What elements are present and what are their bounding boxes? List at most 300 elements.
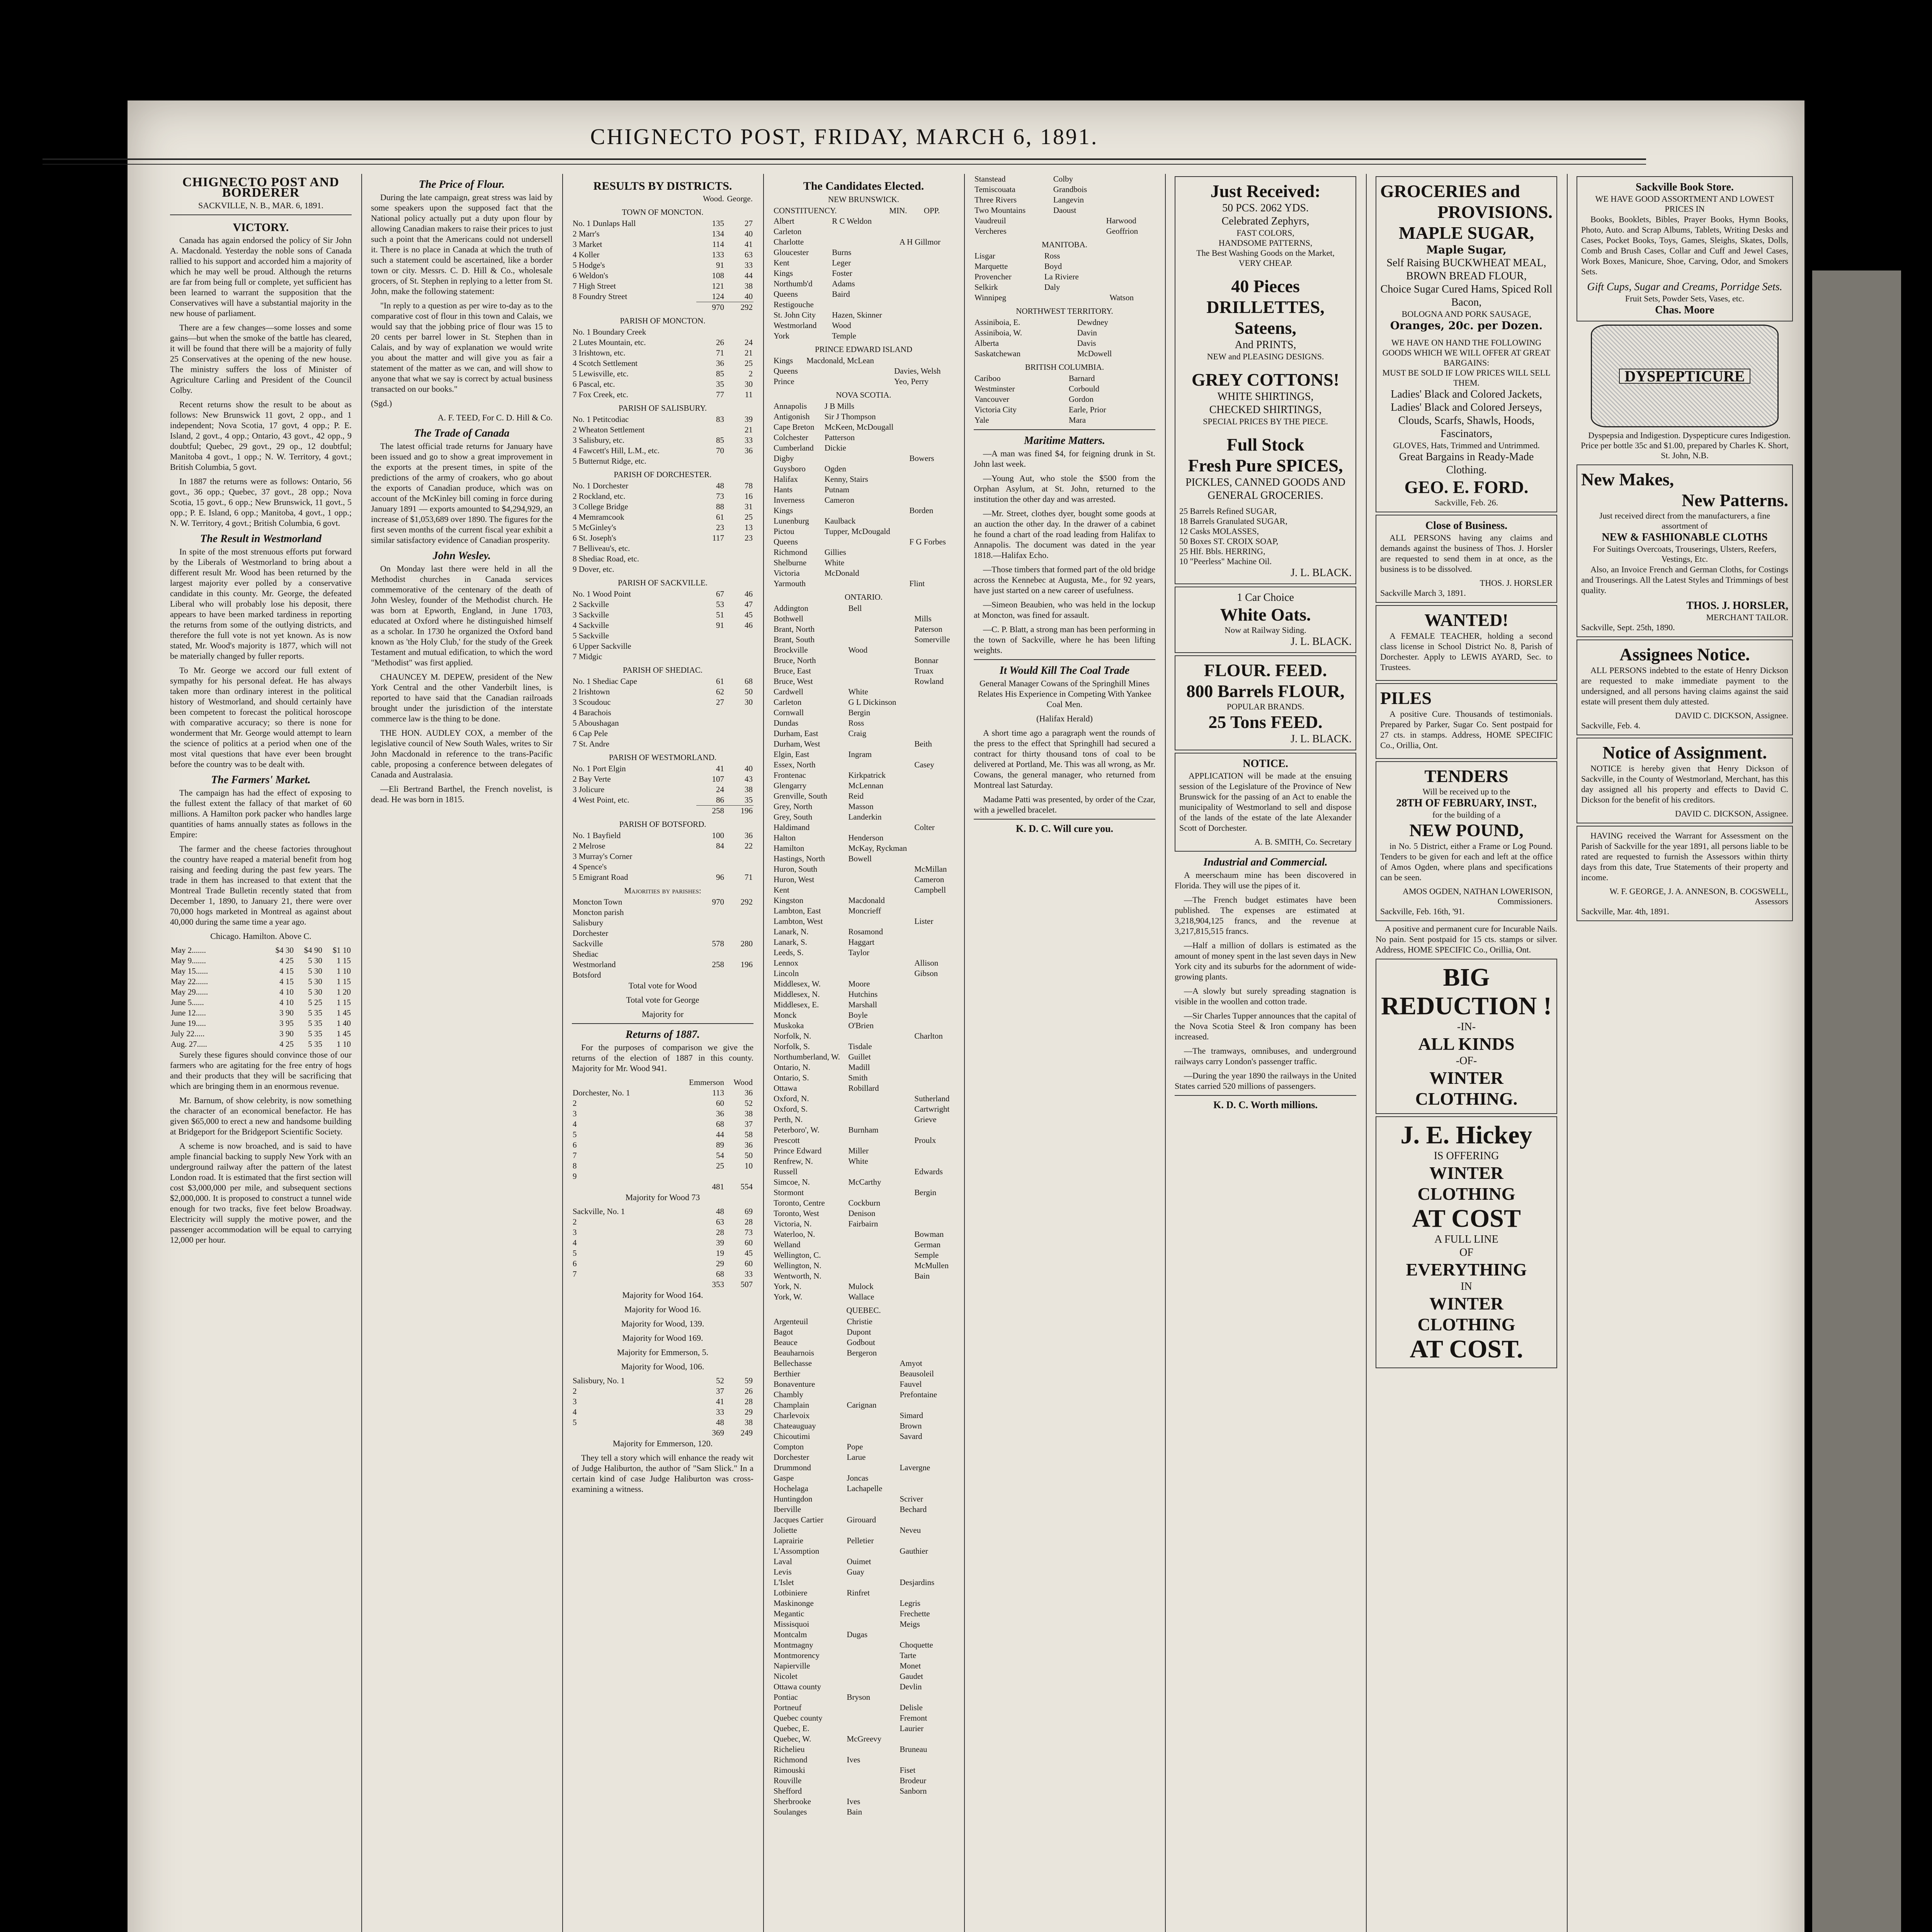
elected-row: Glengarry McLennan [774, 781, 884, 790]
parish-heading: PARISH OF SHEDIAC. [622, 665, 703, 675]
polling-row: No. 1 Dorchester 48 78 [573, 481, 753, 490]
elected-table [773, 401, 954, 589]
elected-row: Stanstead Colby [975, 174, 1073, 184]
article-paragraph: —A slowly but surely spreading stagnation is visible in the woollen and cotton trade. [1175, 986, 1356, 1006]
majority-line: Majority for Emmerson, 120. [612, 1439, 713, 1448]
heading-john-wesley: John Wesley. [432, 550, 491, 562]
elected-row: Vercheres Geoffrion [975, 226, 1138, 236]
polling-row: 7 High Street 121 38 [573, 281, 753, 291]
next-page-edge [1812, 270, 1901, 1932]
elected-row: Gloucester Burns [774, 248, 852, 257]
polling-row: No. 1 Wood Point 67 46 [573, 589, 753, 599]
elected-row: Simcoe, N. McCarthy [774, 1177, 881, 1187]
elected-row: Bruce, East Truax [774, 666, 934, 675]
polling-row: 5 Lewisville, etc. 85 2 [573, 369, 753, 378]
grocery-list-item: 12 Casks MOLASSES, [1179, 526, 1259, 536]
article-paragraph: For the purposes of comparison we give the returns of the election of 1887 in this county. Majority for Mr. Wood 941. [572, 1043, 753, 1073]
heading-coal-trade: It Would Kill The Coal Trade [999, 665, 1130, 677]
elected-row: Victoria McDonald [774, 568, 859, 578]
article-paragraph: —During the year 1890 the railways in the United States carried 520 millions of passengers. [1175, 1071, 1356, 1091]
polling-row: 3 Jolicure 24 38 [573, 785, 753, 794]
polling-row: 7 St. Andre [573, 739, 610, 748]
elected-row: Alberta Davis [975, 338, 1096, 348]
elected-row: Berthier Beausoleil [774, 1369, 934, 1378]
article-paragraph: —Those timbers that formed part of the old bridge across the Kennebec at Augusta, Me., for 92 years, have just started on a new career of usefulness. [974, 565, 1155, 595]
hog-price-row: May 9....... 4 25 5 30 1 15 [171, 956, 351, 965]
polling-row: 3 Irishtown, etc. 71 21 [573, 348, 753, 357]
article-paragraph: CHAUNCEY M. DEPEW, president of the New York Central and the other Vanderbilt lines, is reported to have said that the Canadian railroads brought under the jurisdiction of the interstate commerce law is the thing to be done. [371, 672, 553, 723]
heading-result-westmorland: The Result in Westmorland [200, 533, 322, 545]
column-rule [1366, 174, 1367, 1932]
elected-row: Grey, North Masson [774, 802, 874, 811]
elected-row: Compton Pope [774, 1442, 863, 1451]
returns-row: 3 41 28 [573, 1397, 753, 1406]
article-paragraph: There are a few changes—some losses and some gains—but when the smoke of the battle has cleared, it will be found that there will be a majority of fully 25 Conservatives at the opening of the new house. The ministry suffers the loss of Minister of Agriculture Carling and President of the Council Colby. [170, 323, 352, 395]
returns-row: 4 33 29 [573, 1407, 753, 1417]
elected-row: Marquette Boyd [975, 262, 1062, 271]
column-candidates-elected [773, 174, 954, 1932]
total-george-label: Total vote for George [626, 995, 699, 1005]
hog-table-header: Chicago. Hamilton. Above C. [210, 931, 311, 941]
elected-row: Jacques Cartier Girouard [774, 1515, 876, 1524]
polling-row: 4 West Point, etc. 86 35 [573, 795, 753, 805]
elected-row: Stormont Bergin [774, 1188, 937, 1197]
elected-row: York Temple [774, 331, 856, 340]
elected-row: Victoria, N. Fairbairn [774, 1219, 878, 1228]
majority-row: Westmorland 258 196 [573, 960, 753, 969]
elected-row: Lanark, S. Haggart [774, 937, 874, 947]
hog-price-row: May 22...... 4 15 5 30 1 15 [171, 977, 351, 986]
elected-row: Yale Mara [975, 415, 1086, 425]
elected-row: Lanark, N. Rosamond [774, 927, 883, 936]
elected-row: Ontario, N. Madill [774, 1063, 870, 1072]
elected-row: Brant, North Paterson [774, 624, 942, 634]
elected-row: Cariboo Barnard [975, 374, 1095, 383]
article-paragraph: Mr. Barnum, of show celebrity, is now something the character of an economical benefactor. He has given $65,000 to erect a new and handsome building at Bridgeport for the Bridgeport Scientific Society. [170, 1095, 352, 1136]
polling-row: 2 Marr's 134 40 [573, 229, 753, 238]
ad-hickey: J. E. Hickey IS OFFERING WINTER CLOTHING AT COST A FULL LINE OF EVERYTHING IN WINTER CLOTHING AT COST. [1376, 1116, 1557, 1368]
article-paragraph: —Mr. Street, clothes dyer, bought some goods at an auction the other day. In the drawer of a cabinet he found a chart of the road leading from Halifax to Annapolis. The document was dated in the year 1818.—Halifax Echo. [974, 509, 1155, 560]
elected-row: Durham, West Beith [774, 739, 932, 748]
elected-row: Essex, North Casey [774, 760, 934, 769]
elected-row: Beauharnois Bergeron [774, 1348, 877, 1357]
elected-row: Iberville Bechard [774, 1505, 927, 1514]
elected-row: Colchester Patterson [774, 433, 855, 442]
column-rule [562, 174, 563, 1932]
column-ads-black [1175, 174, 1356, 1932]
hog-price-table [170, 945, 352, 1049]
polling-row: 5 Sackville [573, 631, 609, 640]
ad-wanted: WANTED! A FEMALE TEACHER, holding a second class license in School District No. 8, Parish of Dorchester. Apply to LEWIS AYARD, Sec. to Trustees. [1376, 605, 1557, 681]
returns-row: 2 63 28 [573, 1217, 753, 1226]
elected-row: Chateauguay Brown [774, 1421, 922, 1430]
ad-assignees-notice: Assignees Notice. ALL PERSONS indebted to the estate of Henry Dickson are requested to make immediate payment to the undersigned, and all persons having claims against the said estate will present them duly attested. DAVID C. DICKSON, Assignee. Sackville, Feb. 4. [1577, 639, 1793, 735]
ad-just-received: Just Received: 50 PCS. 2062 YDS. Celebrated Zephyrs, FAST COLORS, HANDSOME PATTERNS, The Best Washing Goods on the Market, VERY CHEAP. 40 Pieces DRILLETTES, Sateens, And PRINTS, NEW and PLEASING DESIGNS. GREY COTTONS! WHITE SHIRTINGS, CHECKED SHIRTINGS, SPECIAL PRICES BY THE PIECE. Full Stock Fresh Pure SPICES, PICKLES, CANNED GOODS AND GENERAL GROCERIES. 25 Barrels Refined SUGAR, 18 Barrels Granulated SUGAR, 12 Casks MOLASSES, 50 Boxes ST. CROIX SOAP, 25 Hlf. Bbls. HERRING, 10 "Peerless" Machine Oil. J. L. BLACK. [1175, 176, 1356, 584]
elected-row: Middlesex, W. Moore [774, 979, 870, 988]
column-ads-bookstore [1577, 174, 1793, 1932]
elected-row: Carleton [774, 227, 802, 236]
article-paragraph: Madame Patti was presented, by order of the Czar, with a jewelled bracelet. [974, 794, 1155, 815]
polling-row: 2 Lutes Mountain, etc. 26 24 [573, 338, 753, 347]
elected-row: Nicolet Gaudet [774, 1672, 923, 1681]
elected-row: Levis Guay [774, 1567, 864, 1577]
elected-row: Bonaventure Fauvel [774, 1379, 922, 1389]
elected-row: Quebec county Fremont [774, 1713, 927, 1723]
polling-row: 3 Sackville 51 45 [573, 610, 753, 619]
column-editorial [170, 174, 352, 1932]
polling-row: 4 Memramcook 61 25 [573, 512, 753, 522]
elected-row: Elgin, East Ingram [774, 750, 872, 759]
elected-row: St. John City Hazen, Skinner [774, 310, 882, 320]
polling-row: 5 Hodge's 91 33 [573, 260, 753, 270]
polling-row: 4 Scotch Settlement 36 25 [573, 359, 753, 368]
elected-row: Pontiac Bryson [774, 1692, 871, 1702]
elected-row: Halton Henderson [774, 833, 884, 842]
elected-row: Kings Borden [774, 506, 934, 515]
dateline: SACKVILLE, N. B., MAR. 6, 1891. [198, 201, 323, 210]
article-paragraph: —The French budget estimates have been published. The expenses are estimated at 3,218,904,125 francs, and the revenue at 3,217,815,515 francs. [1175, 895, 1356, 936]
elected-row: Lennox Allison [774, 958, 939, 968]
heading-returns-1887: Returns of 1887. [625, 1029, 700, 1041]
province-heading: BRITISH COLUMBIA. [1025, 362, 1104, 372]
polling-row: 4 Barachois [573, 708, 611, 717]
article-paragraph: In 1887 the returns were as follows: Ontario, 56 govt., 36 opp.; Quebec, 37 govt., 28 opp.; Nova Scotia, 15 govt., 6 opp.; New Brunswick, 11 govt., 5 opp.; P. E. Island, 6 opp.; Manitoba, 4 govt., 1 opp.; N. W. Territory, 4 govt.; British Columbia, 6 govt. [170, 476, 352, 528]
elected-row: Huntingdon Scriver [774, 1494, 923, 1503]
column-rule [361, 174, 362, 1932]
hog-price-row: May 15...... 4 15 5 30 1 10 [171, 966, 351, 976]
elected-row: Winnipeg Watson [975, 293, 1134, 302]
article-paragraph: Canada has again endorsed the policy of Sir John A. Macdonald. Yesterday the noble sons of Canada rallied to his support and accorded him a majority of which he may well be proud. Although the returns are far from being full or complete, yet sufficient has been learned to warrant the supposition that the Conservatives will have a substantial majority in the new house of parliament. [170, 235, 352, 318]
elected-row: Addington Bell [774, 604, 862, 613]
elected-row: Annapolis J B Mills [774, 401, 854, 411]
elected-table [974, 251, 1155, 303]
salisbury-1887-table: Salisbury, No. 1 52 59 2 37 26 3 41 28 4 33 29 5 48 38 369 249 [573, 1376, 753, 1437]
elected-row: Hants Putnam [774, 485, 850, 494]
polling-row: 3 Market 114 41 [573, 240, 753, 249]
elected-row: Brockville Wood [774, 645, 867, 655]
elected-row: Richmond Ives [774, 1755, 861, 1764]
polling-row: 5 Butternut Ridge, etc. [573, 456, 646, 466]
returns-row: 2 37 26 [573, 1386, 753, 1396]
ad-tenders: TENDERS Will be received up to the 28TH OF FEBRUARY, INST., for the building of a NEW POUND, in No. 5 District, either a Frame or Log Pound. Tenders to be given for each and left at the office of Amos Ogden, where plans and specifications can be seen. AMOS OGDEN, NATHAN LOWERISON, Commissioners. Sackville, Feb. 16th, '91. [1376, 761, 1557, 921]
elected-table [974, 317, 1155, 359]
elected-row: Kings Foster [774, 269, 852, 278]
article-paragraph: —The tramways, omnibuses, and underground railways carry London's passenger traffic. [1175, 1046, 1356, 1066]
signed-sgd: (Sgd.) [371, 398, 392, 408]
elected-row: Victoria City Earle, Prior [975, 405, 1106, 414]
elected-row: Richmond Gillies [774, 548, 846, 557]
ad-notice: NOTICE. APPLICATION will be made at the ensuing session of the Legislature of the Province of New Brunswick for the passing of an Act to enable the municipality of Westmorland to sell and dispose of the lands of the estate of the late Alexander Scott of Dorchester. A. B. SMITH, Co. Secretary [1175, 753, 1356, 852]
returns-row: 7 54 50 [573, 1151, 753, 1160]
elected-row: Richelieu Bruneau [774, 1745, 927, 1754]
elected-row: Kingston Macdonald [774, 896, 885, 905]
elected-row: Wellington, N. McMullen [774, 1261, 949, 1270]
elected-row: Charlevoix Simard [774, 1411, 923, 1420]
returns-row: 2 60 52 [573, 1099, 753, 1108]
elected-row: Dundas Ross [774, 718, 864, 728]
returns-row: Sackville, No. 1 48 69 [573, 1207, 753, 1216]
elected-row: Westmorland Wood [774, 321, 851, 330]
elected-row: Portneuf Delisle [774, 1703, 923, 1712]
elected-row: Norfolk, N. Charlton [774, 1031, 943, 1041]
elected-row: Provencher La Riviere [975, 272, 1079, 281]
polling-row: 2 Wheaton Settlement 21 [573, 425, 753, 434]
hog-price-row: Aug. 27..... 4 25 5 35 1 10 [171, 1039, 351, 1049]
article-paragraph: A scheme is now broached, and is said to have ample financial backing to supply New York with an underground railway after the pattern of the latest London road. It is estimated that the first section will cost $3,000,000 per mile, and subsequent sections $2,000,000. It is proposed to construct a tunnel wide enough for two tracks, five feet below Broadway. Electricity will supply the motive power, and the passenger accommodation will be equal to carrying 12,000 per hour. [170, 1141, 352, 1245]
column-rule [763, 174, 764, 1932]
article-paragraph: The latest official trade returns for January have been issued and go to show a great improvement in the exports at the present times, in spite of the predictions of the army of croakers, who go about the exports of Canadian produce, which was on account of the McKinley bill coming in force during January 1891 — exports amounted to $4,294,929, an increase of $1,053,689 over 1890. The figures for the first seven months of the current fiscal year exhibit a similar satisfactory evidence of Canadian prosperity. [371, 441, 553, 545]
elected-row: Bellechasse Amyot [774, 1359, 922, 1368]
article-paragraph: The farmer and the cheese factories throughout the country have reaped a material benefit from hog raising and feeding during the past few years. The trade in them has increased to that extent that the Montreal Trade Bulletin recently stated that from December 1, 1890, to January 21, there were over 70,000 hogs marketed in Montreal as against about 40,000 during the same time a year ago. [170, 844, 352, 927]
returns-row: 9 [573, 1172, 577, 1181]
elected-row: L'Assomption Gauthier [774, 1546, 928, 1556]
elected-row: Perth, N. Grieve [774, 1115, 937, 1124]
elected-row: Megantic Frechette [774, 1609, 930, 1618]
elected-row: Cumberland Dickie [774, 443, 846, 452]
polling-row: No. 1 Port Elgin 41 40 [573, 764, 753, 773]
majority-row: Botsford [573, 970, 601, 980]
elected-row: Haldimand Colter [774, 823, 935, 832]
ad-groceries: GROCERIES and PROVISIONS. MAPLE SUGAR, Maple Sugar, Self Raising BUCKWHEAT MEAL, BROWN BREAD FLOUR, Choice Sugar Cured Hams, Spiced Roll Bacon, BOLOGNA AND PORK SAUSAGE, Oranges, 20c. per Dozen. WE HAVE ON HAND THE FOLLOWING GOODS WHICH WE WILL OFFER AT GREAT BARGAINS: MUST BE SOLD IF LOW PRICES WILL SELL THEM. Ladies' Black and Colored Jackets, Ladies' Black and Colored Jerseys, Clouds, Scarfs, Shawls, Hoods, Fascinators, GLOVES, Hats, Trimmed and Untrimmed. Great Bargains in Ready-Made Clothing. GEO. E. FORD. Sackville, Feb. 26. [1376, 176, 1557, 512]
polling-row: 3 Salisbury, etc. 85 33 [573, 435, 753, 445]
majority-line: Majority for Wood 16. [624, 1304, 701, 1314]
polling-row: 4 Koller 133 63 [573, 250, 753, 259]
elected-row: Toronto, Centre Cockburn [774, 1198, 881, 1208]
polling-row: 7 Midgic [573, 652, 602, 661]
district-results [572, 207, 753, 883]
elected-row: Laval Ouimet [774, 1557, 871, 1566]
elected-row: Rimouski Fiset [774, 1765, 916, 1775]
article-paragraph: In spite of the most strenuous efforts put forward by the Liberals of Westmorland to bring about a different result Mr. Wood has been returned by the largest majority ever polled by a conservative candidate in this county. Mr. George, the defeated Liberal who will probably lose his deposit, there appears to have been marked tardiness in reporting the returns from some of the outlying districts, and therefore the full vote is not yet known. As is now stated, Mr. Wood's majority is 1877, which will not be materially changed by fuller reports. [170, 547, 352, 661]
elected-row: Cardwell White [774, 687, 868, 696]
elected-row: Lotbiniere Rinfret [774, 1588, 870, 1597]
polling-row: 2 Melrose 84 22 [573, 841, 753, 850]
polling-row: 4 Sackville 91 46 [573, 621, 753, 630]
elected-row: Rouville Brodeur [774, 1776, 927, 1785]
majority-for-label: Majority for [641, 1009, 684, 1019]
majority-row: Shediac [573, 949, 599, 959]
province-heading: MANITOBA. [1041, 240, 1088, 249]
returns-row: 3 28 73 [573, 1228, 753, 1237]
polling-row: 2 Rockland, etc. 73 16 [573, 492, 753, 501]
province-heading: QUEBEC. [846, 1306, 881, 1315]
elected-row: Temiscouata Grandbois [975, 185, 1087, 194]
hog-price-row: May 29...... 4 10 5 30 1 20 [171, 987, 351, 997]
elected-row: Assiniboia, E. Dewdney [975, 318, 1109, 327]
elected-row: Lambton, East Moncrieff [774, 906, 881, 915]
elected-row: Kings Macdonald, McLean [774, 356, 874, 365]
elected-row: Champlain Carignan [774, 1400, 877, 1410]
elected-row: Oxford, S. Cartwright [774, 1104, 950, 1114]
column-flour-trade [371, 174, 553, 1932]
elected-row: Quebec, E. Laurier [774, 1724, 924, 1733]
parish-table [572, 676, 753, 749]
masthead-rule [43, 158, 1646, 165]
polling-row: 7 Fox Creek, etc. 77 11 [573, 390, 753, 399]
sackville-1887-table: Sackville, No. 1 48 69 2 63 28 3 28 73 4 39 60 5 19 45 6 29 60 7 68 33 353 507 [573, 1207, 753, 1289]
elected-row: Maskinonge Legris [774, 1599, 920, 1608]
coal-subheading: General Manager Cowans of the Springhill Mines Relates His Experience in Competing With Yankee Coal Men. [978, 679, 1151, 709]
returns-row: 4 39 60 [573, 1238, 753, 1247]
article-paragraph: —A man was fined $4, for feigning drunk in St. John last week. [974, 449, 1155, 469]
majority-line: Majority for Wood 73 [625, 1192, 700, 1202]
parish-table [572, 481, 753, 575]
elected-row: Prince Edward Miller [774, 1146, 869, 1155]
elected-row: Hochelaga Lachapelle [774, 1484, 883, 1493]
column-rule [1165, 174, 1166, 1932]
elected-row: Wentworth, N. Bain [774, 1271, 930, 1281]
elected-row: Dorchester Larue [774, 1452, 866, 1462]
polling-row: 9 Dover, etc. [573, 565, 614, 574]
parish-heading: PARISH OF BOTSFORD. [619, 820, 706, 829]
elected-row: Renfrew, N. White [774, 1156, 868, 1166]
elected-row: Prescott Proulx [774, 1136, 936, 1145]
grocery-list-item: 10 "Peerless" Machine Oil. [1179, 556, 1272, 566]
polling-row: 6 Upper Sackville [573, 641, 631, 651]
polling-row: 3 Murray's Corner [573, 852, 633, 861]
elected-row: Charlotte A H Gillmor [774, 237, 940, 247]
elected-row: Vancouver Gordon [975, 395, 1094, 404]
elected-row: Joliette Neveu [774, 1526, 921, 1535]
elected-row: Prince Yeo, Perry [774, 377, 929, 386]
elected-row: Albert R C Weldon [774, 216, 872, 226]
returns-1887-table: Emmerson Wood Dorchester, No. 1 113 36 2 60 52 3 36 38 4 68 37 5 44 58 6 89 36 7 54 50 8 25 10 9 481 554 [573, 1078, 753, 1191]
elected-row: Argenteuil Christie [774, 1317, 872, 1326]
heading-candidates-elected: The Candidates Elected. [803, 180, 924, 192]
elected-row: Halifax Kenny, Stairs [774, 474, 868, 484]
article-paragraph: —Young Aut, who stole the $500 from the Orphan Asylum, at St. John, returned to the institution the other day and was arrested. [974, 473, 1155, 504]
polling-row: No. 1 Shediac Cape 61 68 [573, 677, 753, 686]
heading-victory: VICTORY. [233, 221, 289, 234]
total-wood-label: Total vote for Wood [628, 981, 697, 990]
grocery-list-item: 25 Barrels Refined SUGAR, [1179, 506, 1277, 516]
elected-row: York, W. Wallace [774, 1292, 874, 1301]
ad-white-oats: 1 Car Choice White Oats. Now at Railway Siding. J. L. BLACK. [1175, 587, 1356, 653]
hog-price-row: June 5...... 4 10 5 25 1 15 [171, 998, 351, 1007]
elected-row: Queens Baird [774, 289, 850, 299]
elected-row: Lambton, West Lister [774, 917, 934, 926]
polling-row: No. 1 Boundary Creek [573, 327, 646, 337]
column-rule [964, 174, 965, 1932]
elected-row: Leeds, S. Taylor [774, 948, 869, 957]
article-paragraph: A meerschaum mine has been discovered in Florida. They will use the pipes of it. [1175, 870, 1356, 890]
elected-row: Assiniboia, W. Davin [975, 328, 1097, 337]
polling-row: No. 1 Bayfield 100 36 [573, 831, 753, 840]
ad-flour-feed: FLOUR. FEED. 800 Barrels FLOUR, POPULAR BRANDS. 25 Tons FEED. J. L. BLACK. [1175, 655, 1356, 750]
elected-row: Oxford, N. Sutherland [774, 1094, 950, 1103]
elected-row: Hamilton McKay, Ryckman [774, 844, 907, 853]
elected-row: Queens F G Forbes [774, 537, 946, 546]
elected-row: Digby Bowers [774, 454, 934, 463]
elected-row: Inverness Cameron [774, 495, 854, 505]
elected-row: Russell Edwards [774, 1167, 943, 1176]
hog-price-row: June 19..... 3 95 5 35 1 40 [171, 1019, 351, 1028]
heading-industrial: Industrial and Commercial. [1203, 856, 1328, 868]
paper-title: CHIGNECTO POST AND BORDERER [182, 175, 339, 200]
ford-signature: GEO. E. FORD. [1404, 477, 1529, 497]
grocery-list-item: 25 Hlf. Bbls. HERRING, [1179, 546, 1265, 556]
elected-row: Chicoutimi Savard [774, 1432, 922, 1441]
parish-table [572, 218, 753, 313]
grocery-list-item: 50 Boxes ST. CROIX SOAP, [1179, 536, 1279, 546]
returns-row: 7 68 33 [573, 1269, 753, 1279]
elected-row: Shelburne White [774, 558, 845, 567]
polling-row: 8 Shediac Road, etc. [573, 554, 639, 563]
elected-row: Huron, West Cameron [774, 875, 944, 884]
elected-table [773, 216, 954, 341]
polling-row: 2 Bay Verte 107 43 [573, 774, 753, 784]
parish-heading: PARISH OF SALISBURY. [618, 403, 707, 413]
elected-row: Kent Leger [774, 258, 851, 267]
elected-row: Hastings, North Bowell [774, 854, 872, 863]
majorities-heading: Majorities by parishes: [624, 886, 701, 895]
dyspepticure-text: Dyspepsia and Indigestion. Dyspepticure cures Indigestion. Price per bottle 35c and $1.00, prepared by Charles K. Short, St. John, N.B. [1581, 430, 1791, 460]
returns-row: Salisbury, No. 1 52 59 [573, 1376, 753, 1385]
elected-row: York, N. Mulock [774, 1282, 874, 1291]
majority-row: Salisbury [573, 918, 604, 927]
province-heading: ONTARIO. [844, 592, 883, 602]
province-heading: NOVA SCOTIA. [836, 390, 891, 400]
elected-row: Lunenburg Kaulback [774, 516, 856, 526]
article-paragraph: —Eli Bertrand Barthel, the French novelist, is dead. He was born in 1815. [371, 784, 553, 804]
article-paragraph: —Sir Charles Tupper announces that the capital of the Nova Scotia Steel & Iron company has been increased. [1175, 1011, 1356, 1041]
article-paragraph: They tell a story which will enhance the ready wit of Judge Haliburton, the author of "Sam Slick." In a certain kind of case Judge Haliburton was cross-examining a witness. [572, 1453, 753, 1494]
returns-row: 6 89 36 [573, 1140, 753, 1150]
returns-row: Dorchester, No. 1 113 36 [573, 1088, 753, 1097]
elected-row: Napierville Monet [774, 1661, 921, 1670]
polling-row: No. 1 Petitcodiac 83 39 [573, 415, 753, 424]
majority-row: Dorchester [573, 929, 609, 938]
article-paragraph: During the late campaign, great stress was laid by some speakers upon the supposed fact that the National policy actually put a duty upon flour by allowing Canadian makers to raise their prices to just such a point that the Americans could not undersell it. There is no place in Canada at which the truth of such a statement could be ascertained, like a border town or city. Messrs. C. D. Hill & Co., wholesale grocers, of St. Stephen in replying to a letter from St. John, make the following statement: [371, 192, 553, 296]
polling-row: 6 Pascal, etc. 35 30 [573, 379, 753, 389]
kdc-footer: K. D. C. Will cure you. [1015, 823, 1114, 834]
elected-row: Grenville, South Reid [774, 791, 864, 801]
heading-results-by-districts: RESULTS BY DISTRICTS. [593, 180, 732, 192]
ad-horsler-tailor: New Makes, New Patterns. Just received direct from the manufacturers, a fine assortment of NEW & FASHIONABLE CLOTHS For Suitings Overcoats, Trouserings, Ulsters, Reefers, Vestings, Etc. Also, an Invoice French and German Cloths, for Costings and Trouserings. All the Latest Styles and Trimmings of best quality. THOS. J. HORSLER, MERCHANT TAILOR. Sackville, Sept. 25th, 1890. [1577, 464, 1793, 637]
majority-line: Majority for Wood, 106. [621, 1362, 704, 1371]
parish-table [572, 589, 753, 662]
ad-big-reduction: BIG REDUCTION ! -IN- ALL KINDS -OF- WINTER CLOTHING. [1376, 959, 1557, 1114]
elected-row: Restigouche [774, 300, 814, 309]
elected-row: Carleton G L Dickinson [774, 697, 896, 707]
polling-row: 3 Scoudouc 27 30 [573, 697, 753, 707]
elected-row: Laprairie Pelletier [774, 1536, 874, 1545]
returns-row: 6 29 60 [573, 1259, 753, 1268]
ad-close-of-business: Close of Business. ALL PERSONS having any claims and demands against the business of Thos. J. Horsler are requested to send them in at once, as the business is to be dissolved. THOS. J. HORSLER Sackville March 3, 1891. [1376, 515, 1557, 603]
elected-row: Norfolk, S. Tisdale [774, 1042, 872, 1051]
province-heading: PRINCE EDWARD ISLAND [815, 345, 912, 354]
elected-row: Antigonish Sir J Thompson [774, 412, 876, 421]
majority-row: Sackville 578 280 [573, 939, 753, 948]
elected-table [974, 373, 1155, 425]
column-results-by-districts [572, 174, 753, 1932]
parish-table [572, 830, 753, 883]
article-paragraph: —Half a million of dollars is estimated as the amount of money spent in the last seven days in New York city and its suburbs for the adornment of wide-growing plants. [1175, 940, 1356, 981]
polling-row: 5 Aboushagan [573, 718, 619, 728]
elected-row: Montmagny Choquette [774, 1640, 933, 1650]
heading-farmers-market: The Farmers' Market. [211, 774, 311, 786]
hog-price-row: July 22..... 3 90 5 35 1 45 [171, 1029, 351, 1038]
elected-row: Durham, East Craig [774, 729, 866, 738]
elected-table [773, 355, 954, 387]
elected-row: Montmorency Tarte [774, 1651, 917, 1660]
returns-row: 5 19 45 [573, 1248, 753, 1258]
elected-row: Montcalm Dugas [774, 1630, 868, 1639]
parish-heading: PARISH OF WESTMORLAND. [609, 753, 717, 762]
candidate-heads: Wood. George. [703, 194, 753, 203]
article-paragraph: On Monday last there were held in all the Methodist churches in Canada services commemorative of the centenary of the death of John Wesley, founder of the Methodist church. He was born at Epworth, England, in June 1703, educated at Oxford where he distinguished himself as a scholar. In 1730 he organized the Oxford band known as 'the Holy Club,' for the study of the Greek Testament and mutual edification, to which the word "Methodist" was first applied. [371, 564, 553, 667]
elected-row: Missisquoi Meigs [774, 1619, 920, 1629]
